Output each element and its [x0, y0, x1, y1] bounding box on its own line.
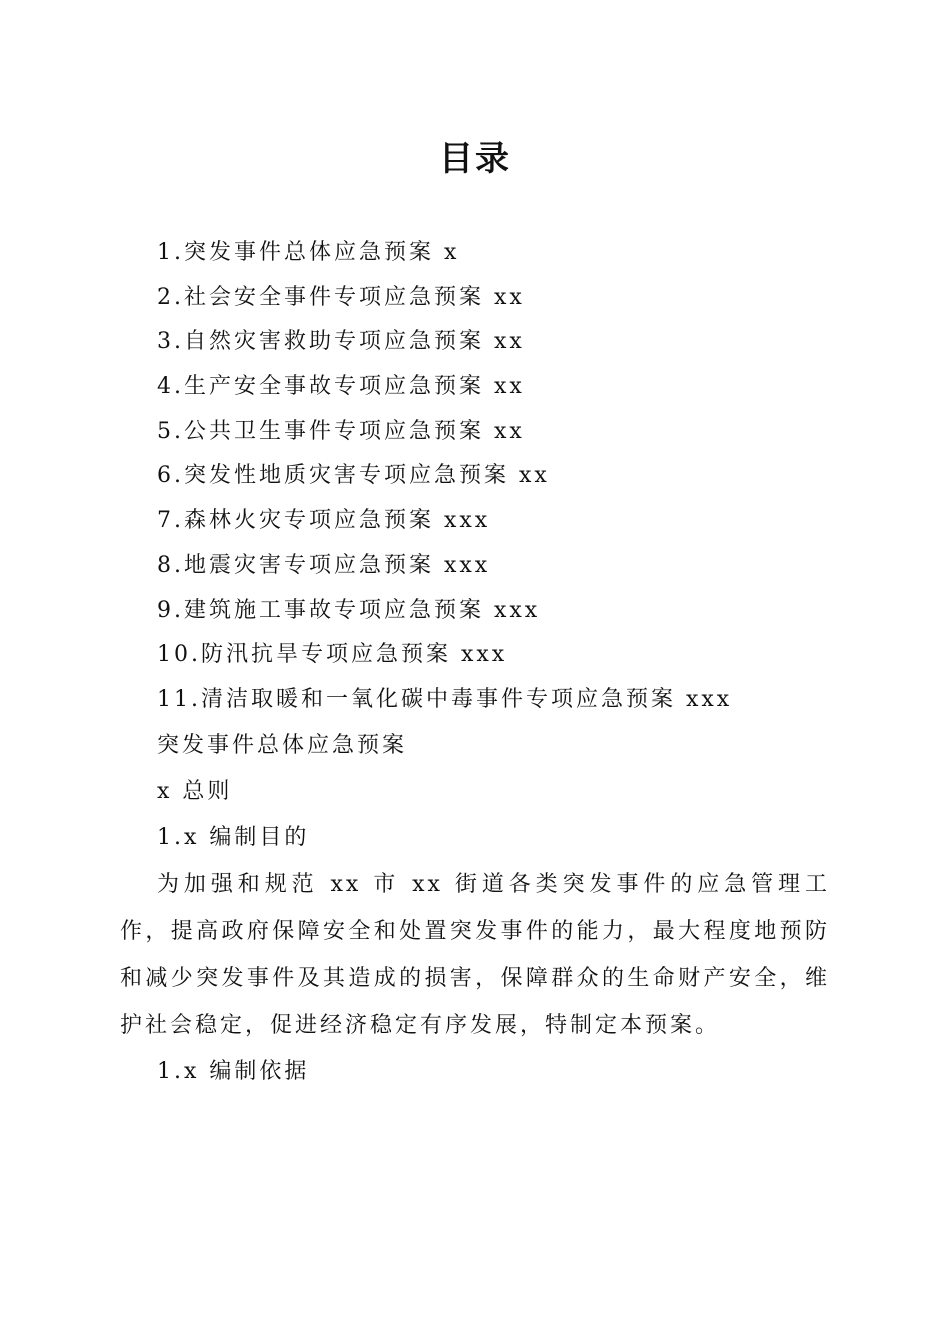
- subsection-heading-basis: 1.x 编制依据: [157, 1059, 310, 1084]
- toc-item: 6.突发性地质灾害专项应急预案 xx: [157, 463, 550, 489]
- toc-item: 7.森林火灾专项应急预案 xxx: [157, 508, 491, 534]
- page-title: 目录: [439, 139, 511, 179]
- toc-item: 1.突发事件总体应急预案 x: [157, 240, 460, 265]
- toc-item: 8.地震灾害专项应急预案 xxx: [157, 552, 491, 578]
- purpose-paragraph: 为加强和规范 xx 市 xx 街道各类突发事件的应急管理工作，提高政府保障安全和处置突发事件的能力，最大程度地预防和减少突发事件及其造成的损害，保障群众的生命财产安全，维护社会稳定，促进经济稳定有序发展，特制定本预案。: [120, 872, 830, 1038]
- toc-item: 5.公共卫生事件专项应急预案 xx: [157, 418, 525, 444]
- toc-item: 2.社会安全事件专项应急预案 xx: [157, 284, 525, 310]
- toc-item: 4.生产安全事故专项应急预案 xx: [157, 374, 525, 400]
- toc-item: 11.清洁取暖和一氧化碳中毒事件专项应急预案 xxx: [157, 686, 733, 712]
- section-title: 突发事件总体应急预案: [157, 733, 408, 758]
- document-body: [120, 723, 830, 1095]
- chapter-heading: x 总则: [157, 779, 233, 804]
- toc-item: 9.建筑施工事故专项应急预案 xxx: [157, 597, 541, 623]
- toc-item: 3.自然灾害救助专项应急预案 xx: [157, 329, 525, 355]
- table-of-contents: [157, 231, 732, 723]
- subsection-heading-purpose: 1.x 编制目的: [157, 825, 310, 850]
- toc-item: 10.防汛抗旱专项应急预案 xxx: [157, 642, 508, 668]
